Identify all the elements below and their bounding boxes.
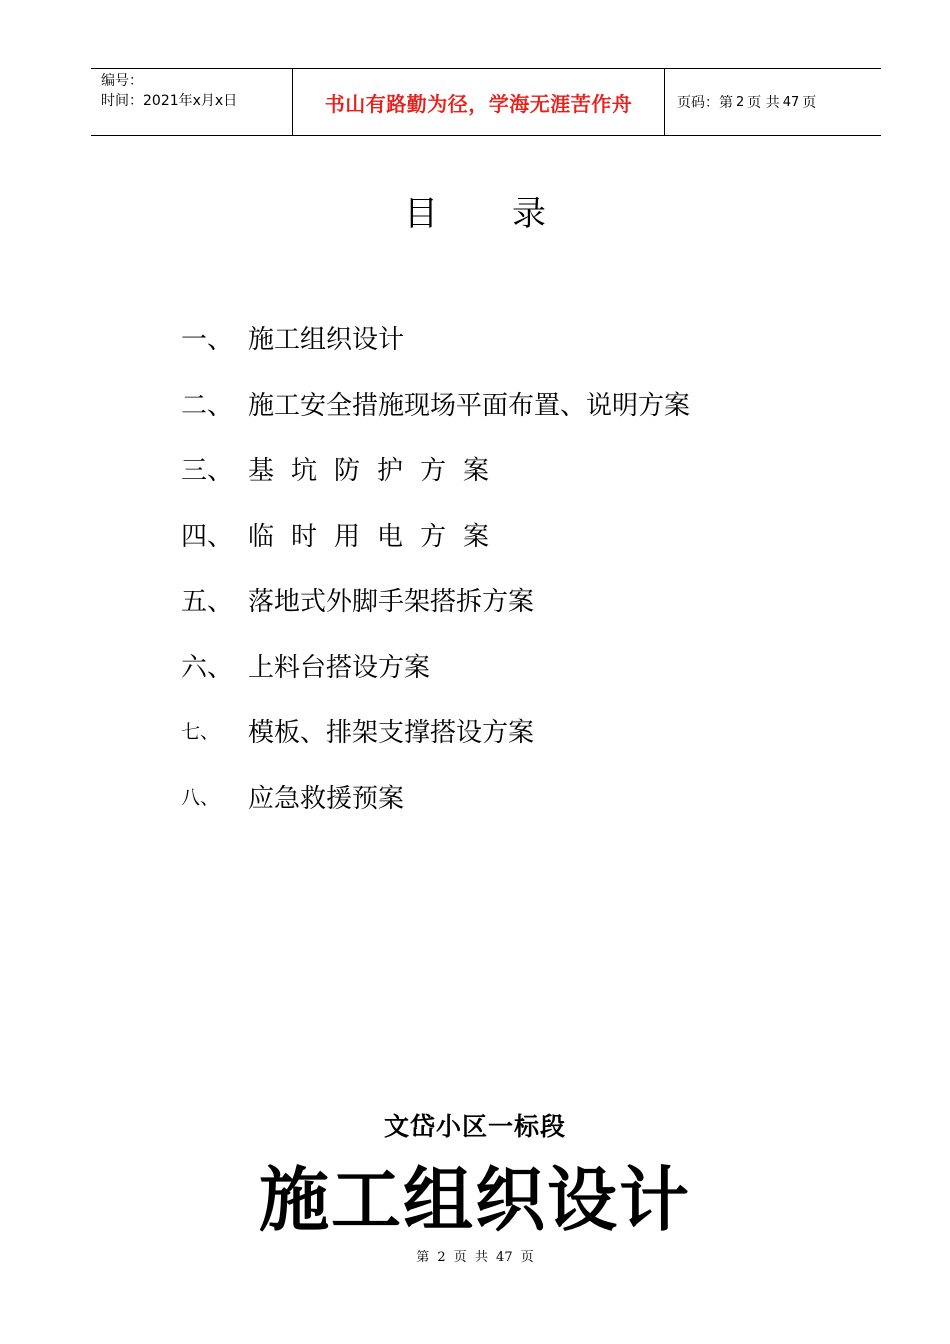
toc-item — [181, 698, 690, 764]
toc-list — [181, 305, 690, 829]
toc-title — [0, 186, 950, 235]
project-subtitle: 文岱小区一标段 — [383, 1112, 566, 1141]
page-suffix: 页 — [802, 95, 817, 111]
toc-item-text: 落地式外脚手架搭拆方案 — [248, 587, 535, 618]
page-footer: 第 2 页 共 47 页 — [416, 1250, 534, 1265]
toc-item-number: 三、 — [181, 456, 234, 487]
toc-item — [181, 305, 690, 371]
toc-item-number: 一、 — [181, 325, 234, 356]
toc-item-text: 上料台搭设方案 — [248, 652, 431, 683]
toc-item-text: 施工安全措施现场平面布置、说明方案 — [248, 390, 691, 421]
toc-item — [181, 633, 690, 699]
project-title: 施工组织设计 — [259, 1158, 691, 1241]
toc-item-number: 五、 — [181, 587, 234, 618]
toc-item — [181, 502, 690, 568]
page-header — [91, 68, 881, 136]
toc-item-text: 基坑防护方案 — [248, 456, 507, 487]
toc-item — [181, 436, 690, 502]
toc-title-left: 目 — [404, 194, 438, 234]
time-text: 时间：2021年x月x日 — [101, 93, 238, 109]
toc-item — [181, 764, 690, 830]
page-mid: 页 共 — [747, 95, 780, 111]
toc-item-text: 模板、排架支撑搭设方案 — [248, 718, 535, 749]
toc-item — [181, 567, 690, 633]
toc-item — [181, 371, 690, 437]
page-total: 47 — [782, 94, 800, 110]
toc-item-number: 四、 — [181, 521, 234, 552]
page-prefix: 页码：第 — [677, 95, 733, 111]
toc-item-text: 施工组织设计 — [248, 325, 405, 356]
header-meta — [91, 69, 293, 135]
toc-item-number: 二、 — [181, 390, 234, 421]
toc-item-number: 七、 — [181, 721, 220, 744]
page-current: 2 — [736, 94, 745, 110]
toc-item-text: 应急救援预案 — [248, 783, 405, 814]
header-page-info — [665, 69, 881, 135]
serial-label: 编号： — [101, 73, 143, 89]
toc-item-number: 六、 — [181, 652, 234, 683]
header-motto: 书山有路勤为径，学海无涯苦作舟 — [293, 69, 665, 135]
toc-item-text: 临时用电方案 — [248, 521, 507, 552]
toc-item-number: 八、 — [181, 786, 220, 809]
toc-title-right: 录 — [512, 194, 546, 234]
